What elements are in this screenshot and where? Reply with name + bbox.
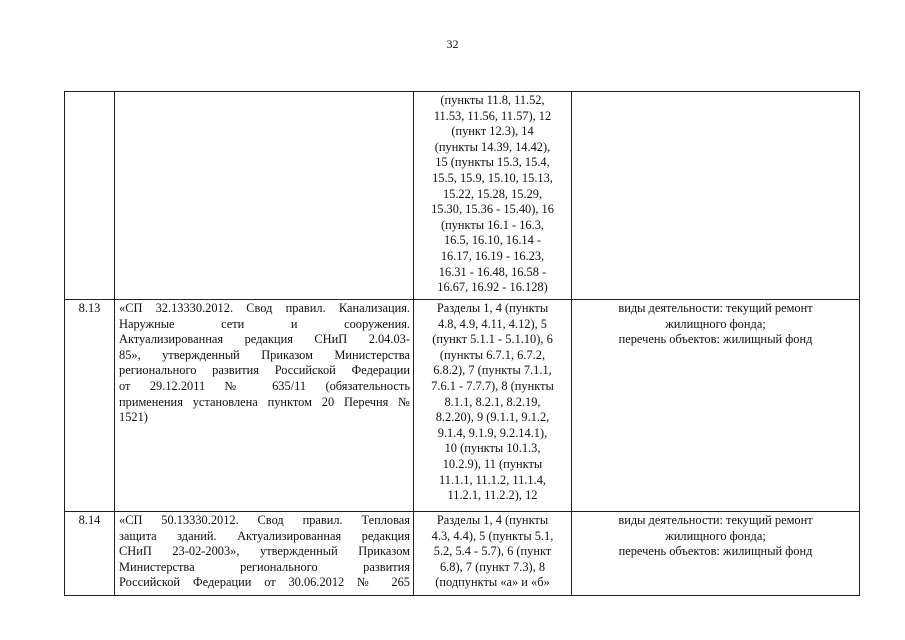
item-number: 8.13 xyxy=(78,301,101,315)
document-title-line: от 29.12.2011 № 635/11 (обязательность xyxy=(119,378,410,393)
document-title-line: 1521) xyxy=(119,410,148,425)
applicable-sections-line: 15.5, 15.9, 15.10, 15.13, xyxy=(432,170,553,185)
applicable-sections-line: (пункты 6.7.1, 6.7.2, xyxy=(439,347,546,362)
applicable-sections-line: 8.1.1, 8.2.1, 8.2.19, xyxy=(444,394,541,409)
item-number-cell xyxy=(65,512,115,596)
applicable-sections-line: 4.3, 4.4), 5 (пункты 5.1, xyxy=(431,528,554,543)
applicable-sections-line: 11.2.1, 11.2.2), 12 xyxy=(447,488,538,503)
applicable-sections-line: 16.31 - 16.48, 16.58 - xyxy=(438,264,547,279)
applicable-sections-line: 6.8.2), 7 (пункты 7.1.1, xyxy=(433,363,552,378)
applicable-sections-line: Разделы 1, 4 (пункты xyxy=(436,513,549,527)
document-title-line: «СП 50.13330.2012. Свод правил. Тепловая xyxy=(119,513,410,527)
activity-scope-line: виды деятельности: текущий ремонт xyxy=(618,513,813,527)
table-row xyxy=(65,300,860,512)
document-title-line: применения установлена пунктом 20 Перечня № xyxy=(119,394,410,409)
applicable-sections-line: 7.6.1 - 7.7.7), 8 (пункты xyxy=(431,378,554,393)
applicable-sections-cell xyxy=(414,300,572,512)
document-title-line: Российской Федерации от 30.06.2012 № 265 xyxy=(119,575,410,590)
applicable-sections-line: 11.1.1, 11.1.2, 11.1.4, xyxy=(438,472,547,487)
applicable-sections-cell xyxy=(414,92,572,300)
applicable-sections-line: 10 (пункты 10.1.3, xyxy=(444,441,541,456)
applicable-sections-line: (пункты 11.8, 11.52, xyxy=(440,93,545,107)
activity-scope-line: перечень объектов: жилищный фонд xyxy=(618,332,813,347)
document-title-line: Актуализированная редакция СНиП 2.04.03- xyxy=(119,332,410,347)
applicable-sections-line: 9.1.4, 9.1.9, 9.2.14.1), xyxy=(437,425,548,440)
document-title-line: регионального развития Российской Федерации xyxy=(119,363,410,378)
document-title-cell xyxy=(115,300,414,512)
applicable-sections-line: 15.22, 15.28, 15.29, xyxy=(442,186,543,201)
document-title-line: 85», утвержденный Приказом Министерства xyxy=(119,347,410,362)
item-number: 8.14 xyxy=(78,513,101,527)
applicable-sections-line: 5.2, 5.4 - 5.7), 6 (пункт xyxy=(433,544,552,559)
applicable-sections-cell xyxy=(414,512,572,596)
applicable-sections-line: 16.17, 16.19 - 16.23, xyxy=(440,248,545,263)
applicable-sections-line: 15 (пункты 15.3, 15.4, xyxy=(435,155,550,170)
regulations-table xyxy=(64,91,860,596)
document-title-line: Наружные сети и сооружения. xyxy=(119,316,410,331)
applicable-sections-line: (подпункты «а» и «б» xyxy=(435,575,550,590)
applicable-sections-line: 11.53, 11.56, 11.57), 12 xyxy=(433,108,552,123)
applicable-sections-line: (пункты 16.1 - 16.3, xyxy=(440,217,545,232)
page-number: 32 xyxy=(446,37,459,51)
document-title-cell xyxy=(115,92,414,300)
document-title-line: «СП 32.13330.2012. Свод правил. Канализация. xyxy=(119,301,410,315)
applicable-sections-line: 6.8), 7 (пункт 7.3), 8 xyxy=(439,559,546,574)
applicable-sections-line: 16.67, 16.92 - 16.128) xyxy=(437,280,548,295)
applicable-sections-line: 10.2.9), 11 (пункты xyxy=(442,456,543,471)
table-row xyxy=(65,512,860,596)
activity-scope-cell xyxy=(572,512,860,596)
applicable-sections-line: 16.5, 16.10, 16.14 - xyxy=(443,233,542,248)
applicable-sections-line: 15.30, 15.36 - 15.40), 16 xyxy=(431,202,554,217)
item-number-cell xyxy=(65,300,115,512)
document-title-cell xyxy=(115,512,414,596)
applicable-sections-line: (пункты 14.39, 14.42), xyxy=(434,139,551,154)
applicable-sections-line: Разделы 1, 4 (пункты xyxy=(436,301,549,315)
table-row xyxy=(65,92,860,300)
applicable-sections-line: (пункт 12.3), 14 xyxy=(451,124,534,139)
item-number-cell xyxy=(65,92,115,300)
activity-scope-cell xyxy=(572,300,860,512)
activity-scope-line: виды деятельности: текущий ремонт xyxy=(618,301,813,315)
applicable-sections-line: 8.2.20), 9 (9.1.1, 9.1.2, xyxy=(435,410,550,425)
table-body xyxy=(65,92,860,596)
applicable-sections-line: (пункт 5.1.1 - 5.1.10), 6 xyxy=(432,332,553,347)
activity-scope-line: жилищного фонда; xyxy=(665,316,766,331)
applicable-sections-line: 4.8, 4.9, 4.11, 4.12), 5 xyxy=(438,316,547,331)
document-title-line: Министерства регионального развития xyxy=(119,559,410,574)
activity-scope-line: жилищного фонда; xyxy=(665,528,766,543)
activity-scope-cell xyxy=(572,92,860,300)
document-title-line: защита зданий. Актуализированная редакция xyxy=(119,528,410,543)
document-title-line: СНиП 23-02-2003», утвержденный Приказом xyxy=(119,544,410,559)
activity-scope-line: перечень объектов: жилищный фонд xyxy=(618,544,813,559)
